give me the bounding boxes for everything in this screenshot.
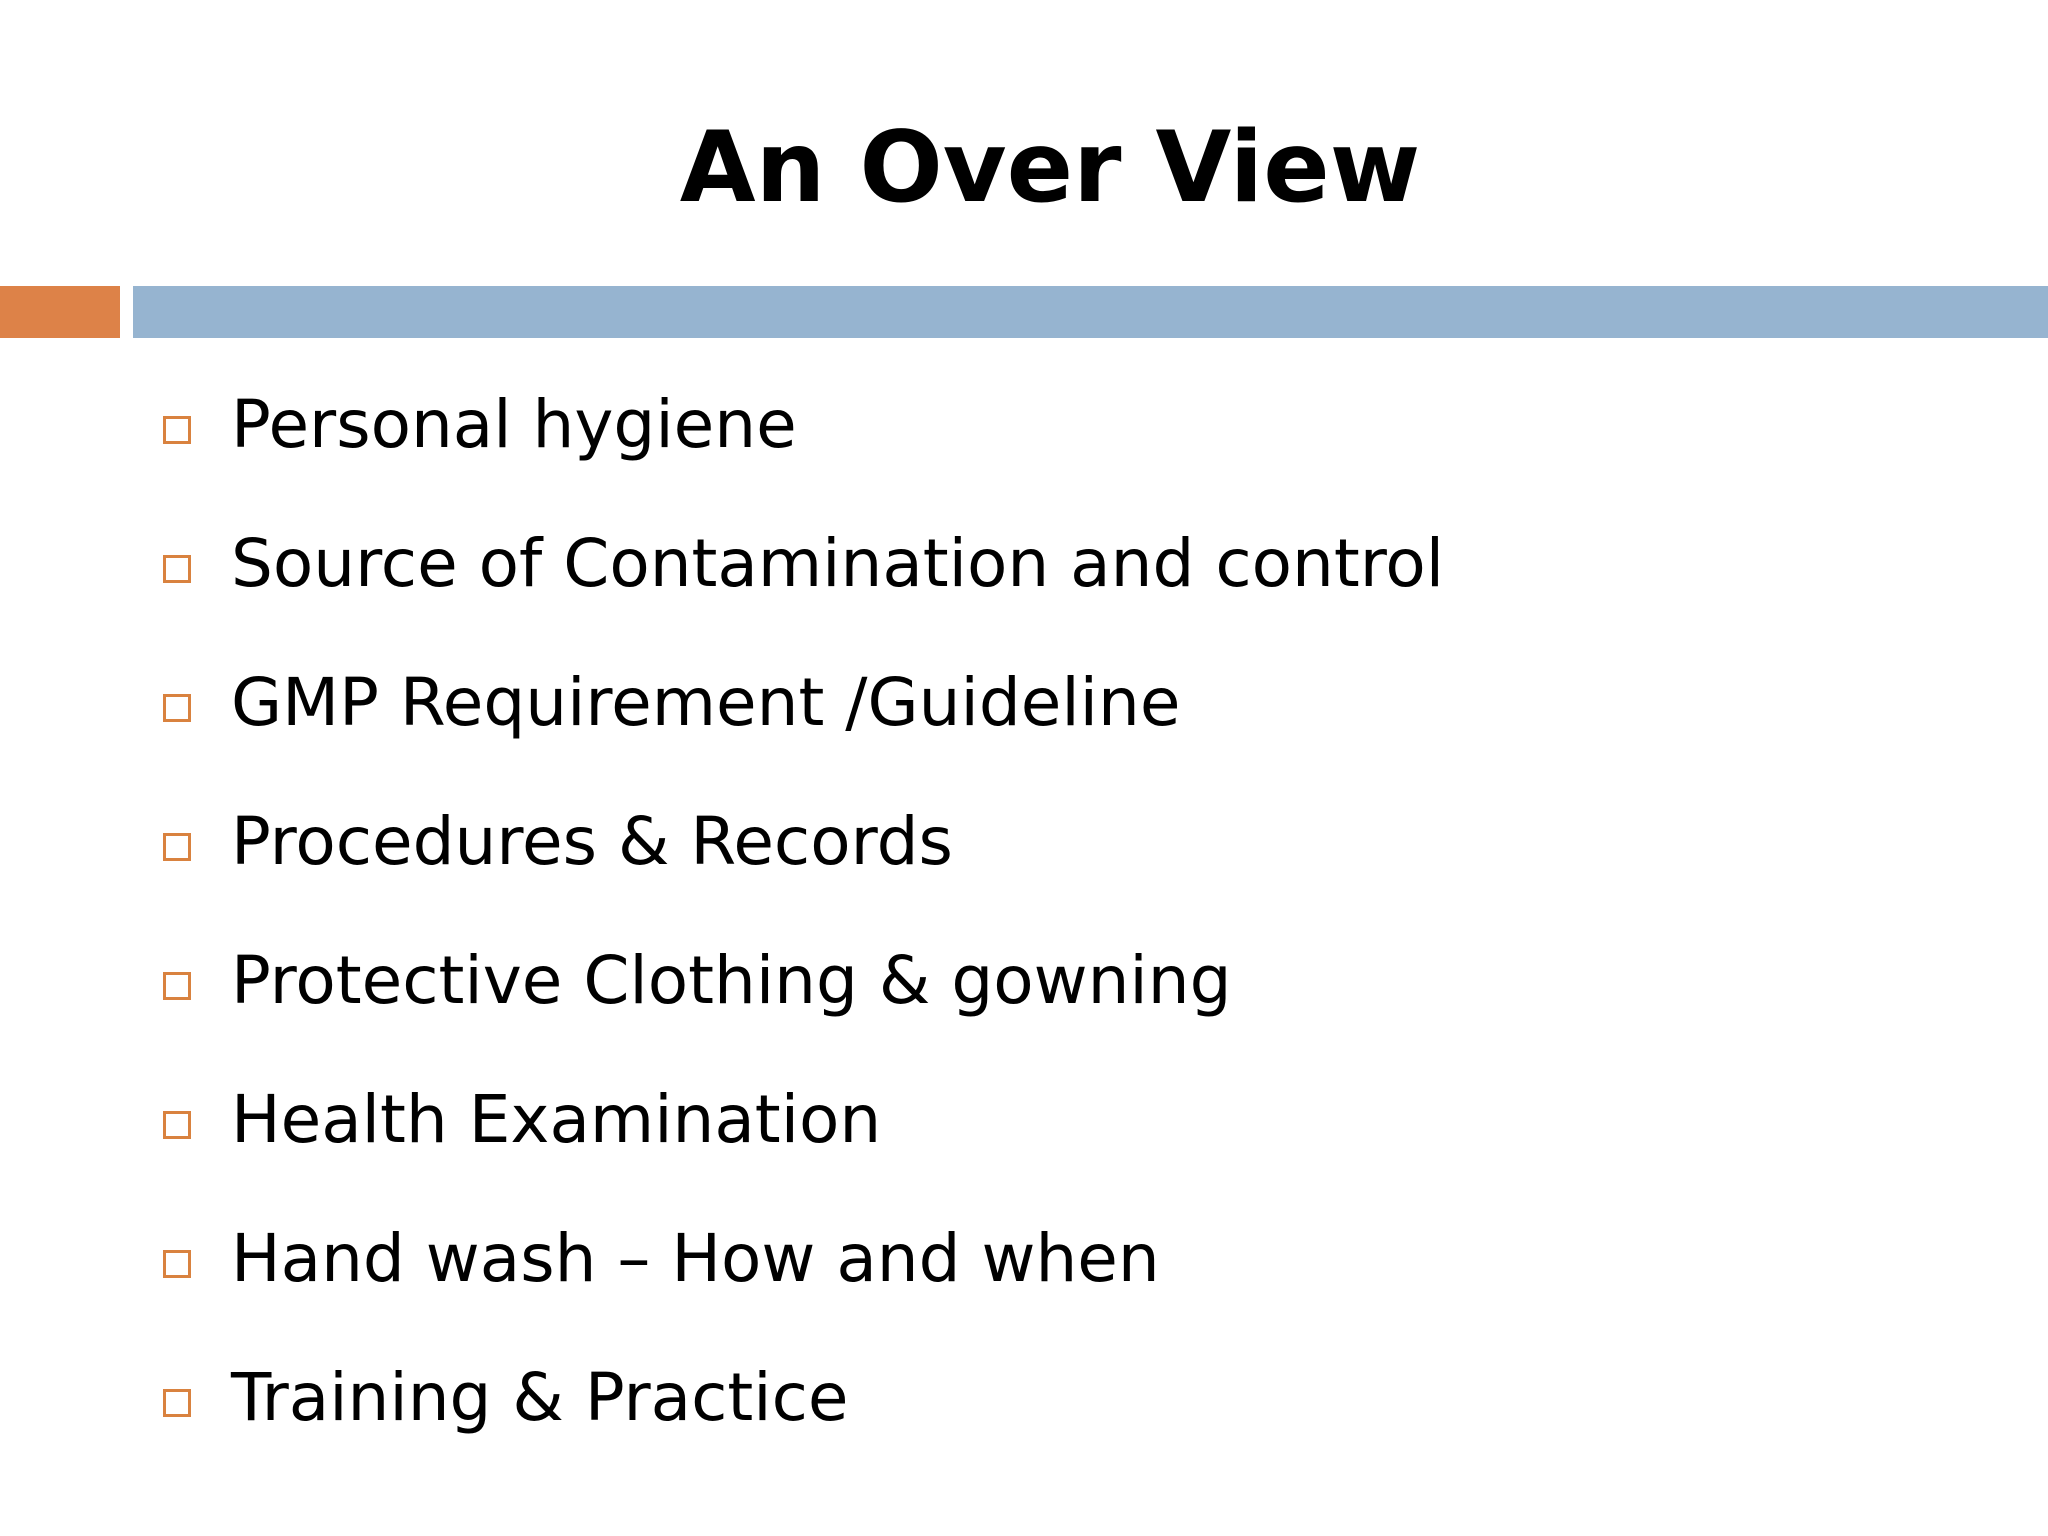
hollow-square-icon	[163, 555, 191, 583]
bullet-text: Procedures & Records	[231, 803, 953, 880]
list-item	[0, 789, 2048, 928]
bullet-text: Training & Practice	[231, 1359, 849, 1436]
list-item	[0, 372, 2048, 511]
list-item	[0, 1067, 2048, 1206]
list-item	[0, 650, 2048, 789]
bullet-text: Source of Contamination and control	[231, 525, 1445, 602]
bullet-text: Personal hygiene	[231, 386, 797, 463]
list-item	[0, 1206, 2048, 1345]
hollow-square-icon	[163, 1111, 191, 1139]
bullet-text: Health Examination	[231, 1081, 882, 1158]
list-item	[0, 928, 2048, 1067]
hollow-square-icon	[163, 1389, 191, 1417]
hollow-square-icon	[163, 833, 191, 861]
hollow-square-icon	[163, 694, 191, 722]
title-accent-block	[0, 286, 120, 338]
bullet-text: GMP Requirement /Guideline	[231, 664, 1181, 741]
bullet-text: Hand wash – How and when	[231, 1220, 1160, 1297]
bullet-list	[0, 372, 2048, 1484]
hollow-square-icon	[163, 1250, 191, 1278]
bullet-text: Protective Clothing & gowning	[231, 942, 1232, 1019]
title-rule-bar	[133, 286, 2048, 338]
hollow-square-icon	[163, 416, 191, 444]
list-item	[0, 511, 2048, 650]
list-item	[0, 1345, 2048, 1484]
slide-title: An Over View	[679, 111, 1421, 225]
hollow-square-icon	[163, 972, 191, 1000]
